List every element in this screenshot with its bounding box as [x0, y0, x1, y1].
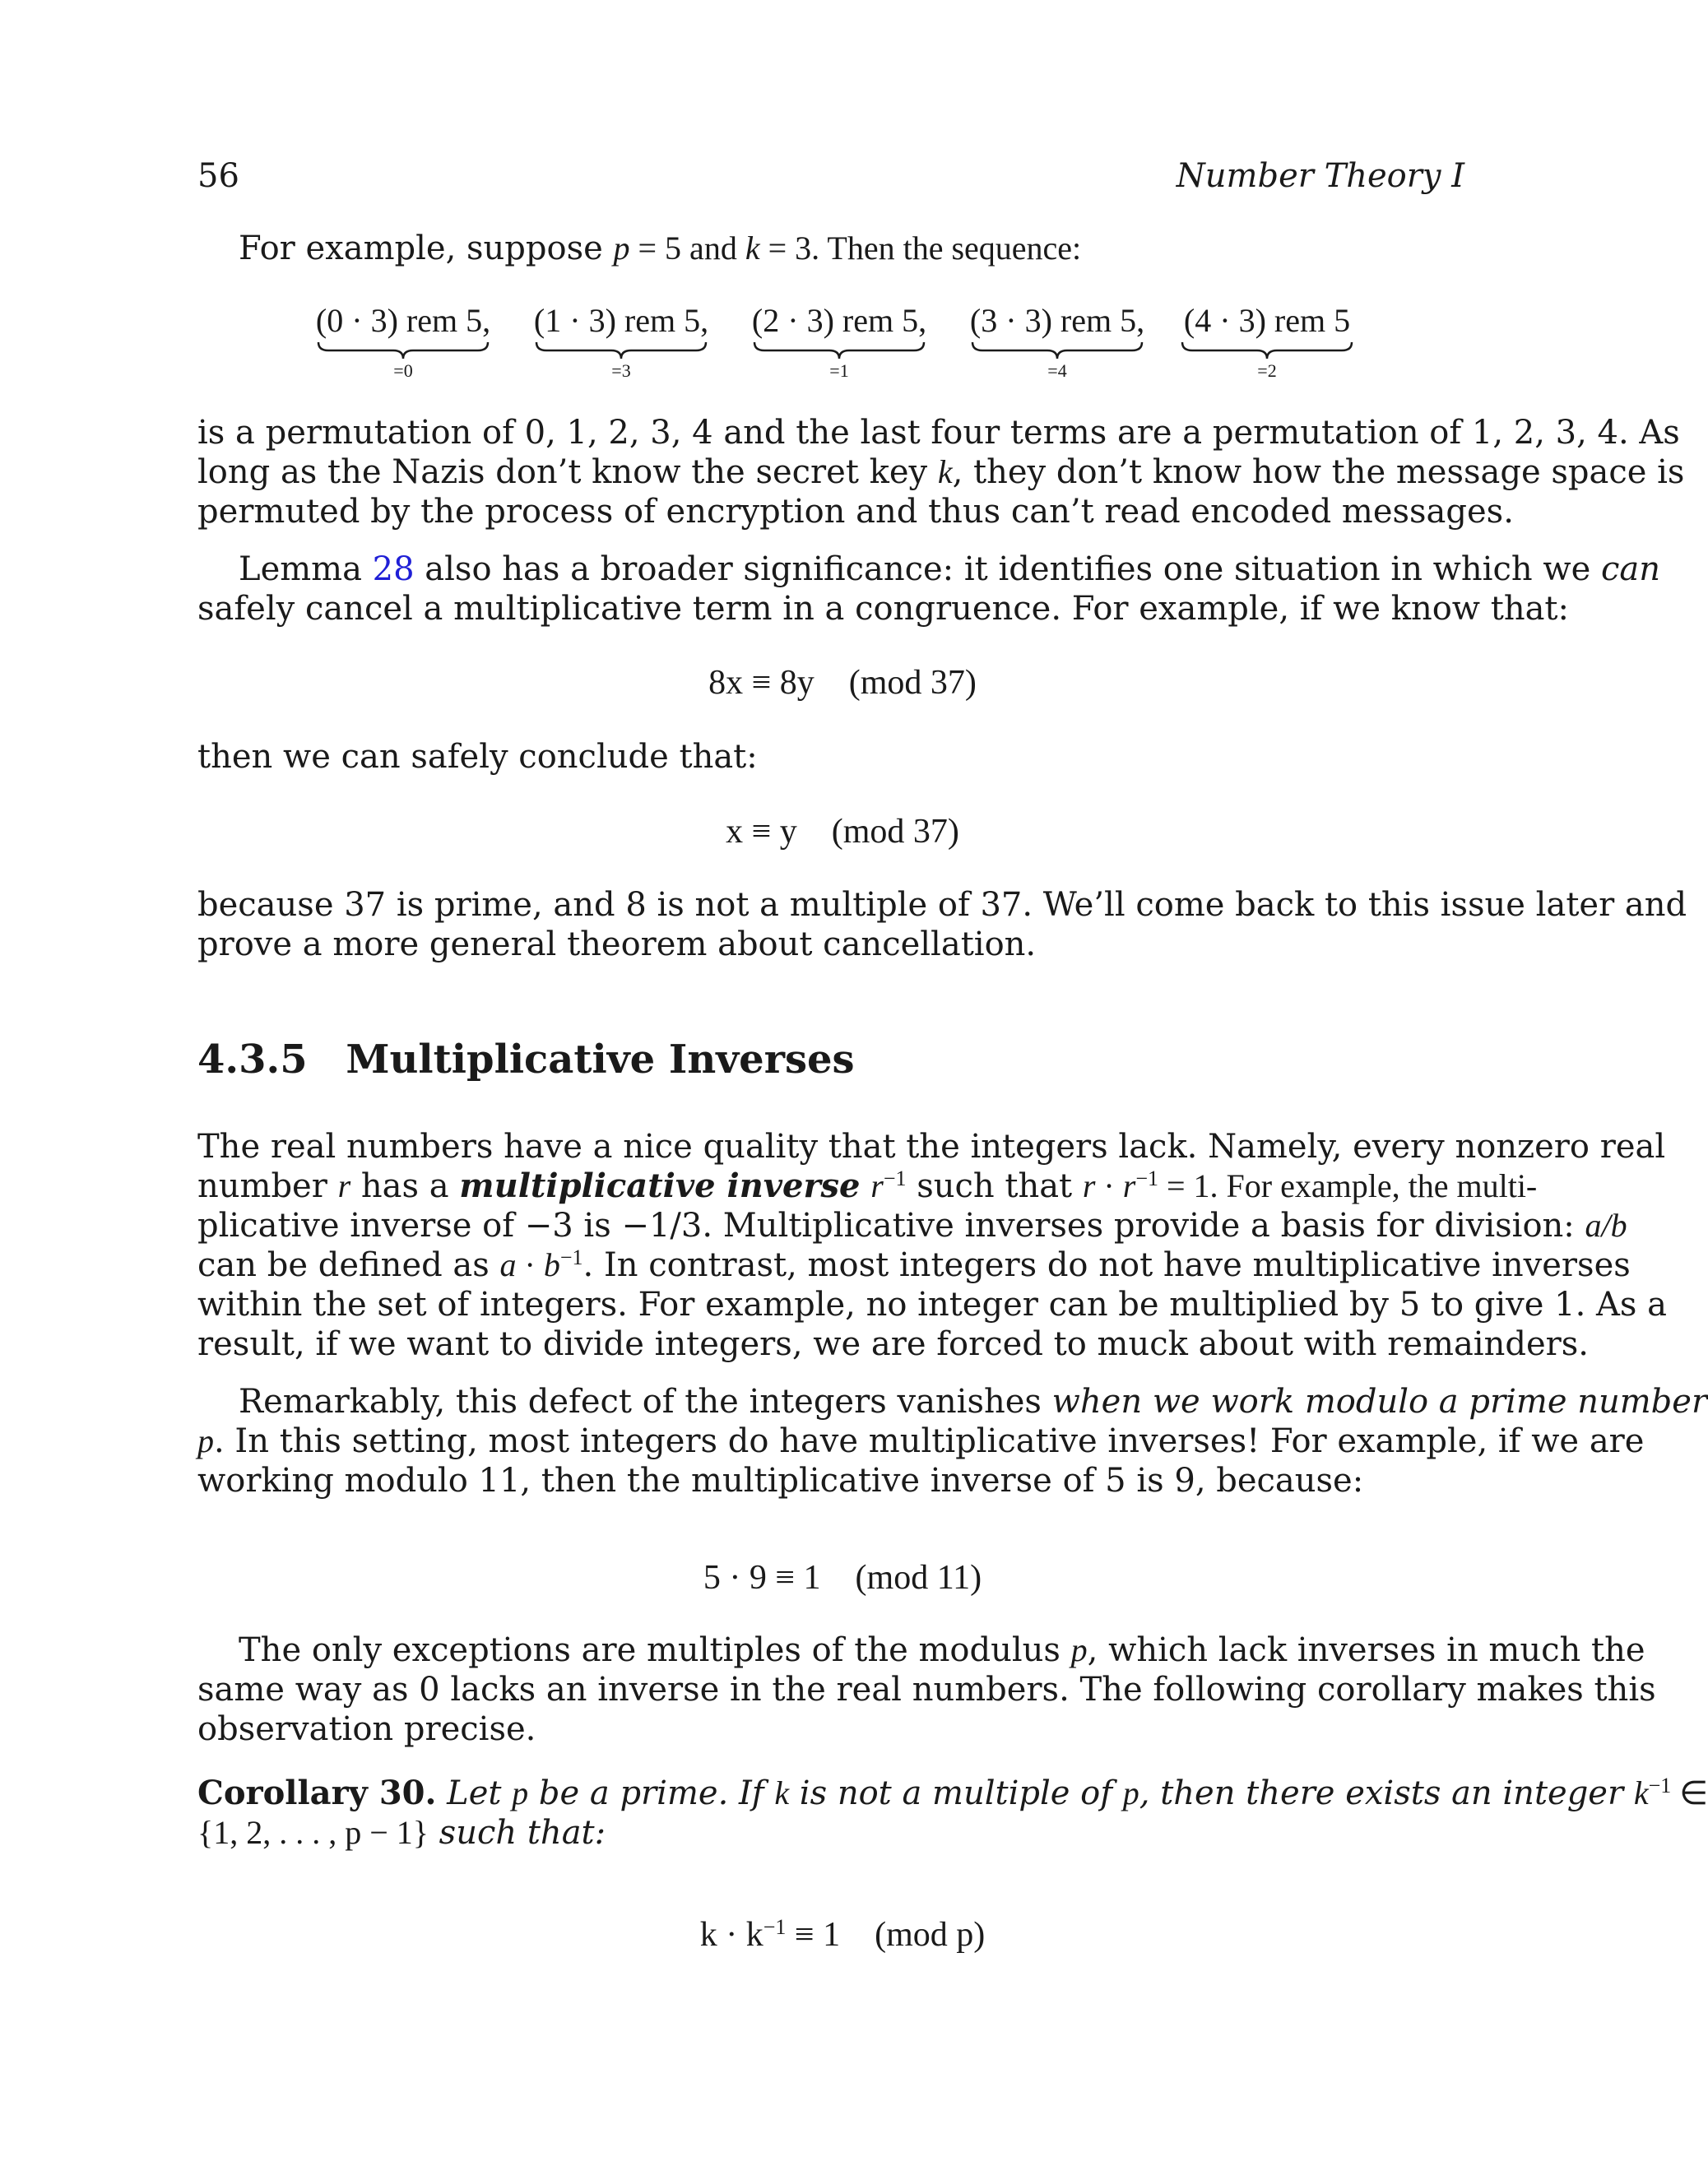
- page-number: 56: [197, 157, 239, 195]
- text-line: permuted by the process of encryption and thus can’t read encoded messages.: [197, 493, 1514, 531]
- text-line: Corollary 30. Let p be a prime. If k is not a multiple of p, then there exists an integer $k^{-1}$ ∈: [197, 1774, 1708, 1812]
- text-line: Remarkably, this defect of the integers vanishes when we work modulo a prime number: [239, 1383, 1708, 1421]
- paragraph-real-numbers: [197, 1127, 1668, 1364]
- corollary-label: Corollary 30.: [197, 1774, 437, 1812]
- sequence-expression: (3 · 3) rem 5,: [969, 302, 1145, 339]
- section-title: Multiplicative Inverses: [346, 1037, 855, 1083]
- paragraph-cancellation: [197, 885, 1687, 964]
- var-p: p: [613, 230, 630, 267]
- text-line: plicative inverse of −3 is −1/3. Multiplicative inverses provide a basis for division: a/b: [197, 1207, 1627, 1245]
- text-line: The only exceptions are multiples of the modulus p, which lack inverses in much the: [239, 1631, 1645, 1669]
- sequence-expression: (2 · 3) rem 5,: [751, 302, 927, 339]
- lemma-link[interactable]: 28: [372, 550, 415, 588]
- sequence-expression: (0 · 3) rem 5,: [315, 302, 491, 339]
- paragraph-remarkably: [197, 1382, 1708, 1500]
- underbrace-icon: [535, 341, 708, 360]
- sequence-term: [749, 301, 930, 382]
- sequence-value: =4: [1047, 360, 1067, 381]
- sequence-term: [1177, 301, 1358, 382]
- text-line: same way as 0 lacks an inverse in the real numbers. The following corollary makes this: [197, 1671, 1656, 1709]
- underbrace-icon: [317, 341, 490, 360]
- var-k: k: [745, 230, 760, 267]
- corollary-statement: [197, 1774, 1708, 1853]
- sequence-value: =2: [1257, 360, 1277, 381]
- text-line: Lemma 28 also has a broader significance: it identifies one situation in which we can: [239, 550, 1660, 588]
- text-line: because 37 is prime, and 8 is not a multiple of 37. We’ll come back to this issue later and: [197, 886, 1687, 924]
- text-line: safely cancel a multiplicative term in a congruence. For example, if we know that:: [197, 590, 1569, 628]
- underbrace-icon: [1181, 341, 1353, 360]
- text-line: working modulo 11, then the multiplicative inverse of 5 is 9, because:: [197, 1462, 1364, 1500]
- text-line: result, if we want to divide integers, we are forced to muck about with remainders.: [197, 1325, 1589, 1363]
- term-multiplicative-inverse: multiplicative inverse: [459, 1167, 861, 1205]
- intro-text-3: = 3. Then the sequence:: [759, 230, 1082, 267]
- intro-text-1: For example, suppose: [239, 230, 614, 267]
- sequence-term: [313, 301, 494, 382]
- intro-text-2: = 5 and: [629, 230, 745, 267]
- text-line: then we can safely conclude that:: [197, 738, 758, 776]
- underbrace-icon: [971, 341, 1144, 360]
- sequence-value: =1: [829, 360, 849, 381]
- intro-sentence: [239, 229, 1081, 268]
- text-line: within the set of integers. For example, no integer can be multiplied by 5 to give 1. As a: [197, 1286, 1668, 1324]
- text-line: {1, 2, . . . , p − 1} such that:: [197, 1814, 606, 1852]
- section-number: 4.3.5: [197, 1037, 308, 1083]
- sequence-term: [967, 301, 1148, 382]
- paragraph-lemma: [197, 550, 1660, 628]
- text-line: prove a more general theorem about cancellation.: [197, 925, 1037, 963]
- text-line: number r has a multiplicative inverse $r^{-1}$ such that $r \cdot r^{-1} = 1$. For example, the multi-: [197, 1167, 1538, 1205]
- equation-mod-37-a: 8x ≡ 8y (mod 37): [708, 664, 977, 702]
- equation-mod-37-b: x ≡ y (mod 37): [726, 813, 959, 851]
- equation-mod-11: 5 · 9 ≡ 1 (mod 11): [703, 1559, 982, 1597]
- sequence-expression: (1 · 3) rem 5,: [533, 302, 709, 339]
- text-line: can be defined as $a \cdot b^{-1}$. In contrast, most integers do not have multiplicative inverses: [197, 1245, 1631, 1284]
- sequence-term: [531, 301, 712, 382]
- sequence-expression: (4 · 3) rem 5: [1183, 302, 1351, 339]
- paragraph-permutation: [197, 413, 1685, 531]
- sequence-value: =0: [393, 360, 413, 381]
- text-line: observation precise.: [197, 1710, 536, 1748]
- running-title: Number Theory I: [1176, 157, 1464, 195]
- equation-inverse-mod-p: $k \cdot k^{-1} \equiv 1$ (mod p): [699, 1915, 986, 1954]
- underbrace-icon: [753, 341, 926, 360]
- text-line: The real numbers have a nice quality that the integers lack. Namely, every nonzero real: [197, 1128, 1666, 1166]
- text-line: is a permutation of 0, 1, 2, 3, 4 and the last four terms are a permutation of 1, 2, 3, 4. As: [197, 414, 1680, 452]
- text-line: long as the Nazis don’t know the secret key k, they don’t know how the message space is: [197, 453, 1685, 491]
- text-line: p. In this setting, most integers do have multiplicative inverses! For example, if we are: [197, 1422, 1645, 1460]
- section-heading: [197, 1037, 855, 1083]
- paragraph-exceptions: [197, 1630, 1656, 1749]
- sequence-value: =3: [611, 360, 631, 381]
- paragraph-conclude: [197, 737, 1464, 777]
